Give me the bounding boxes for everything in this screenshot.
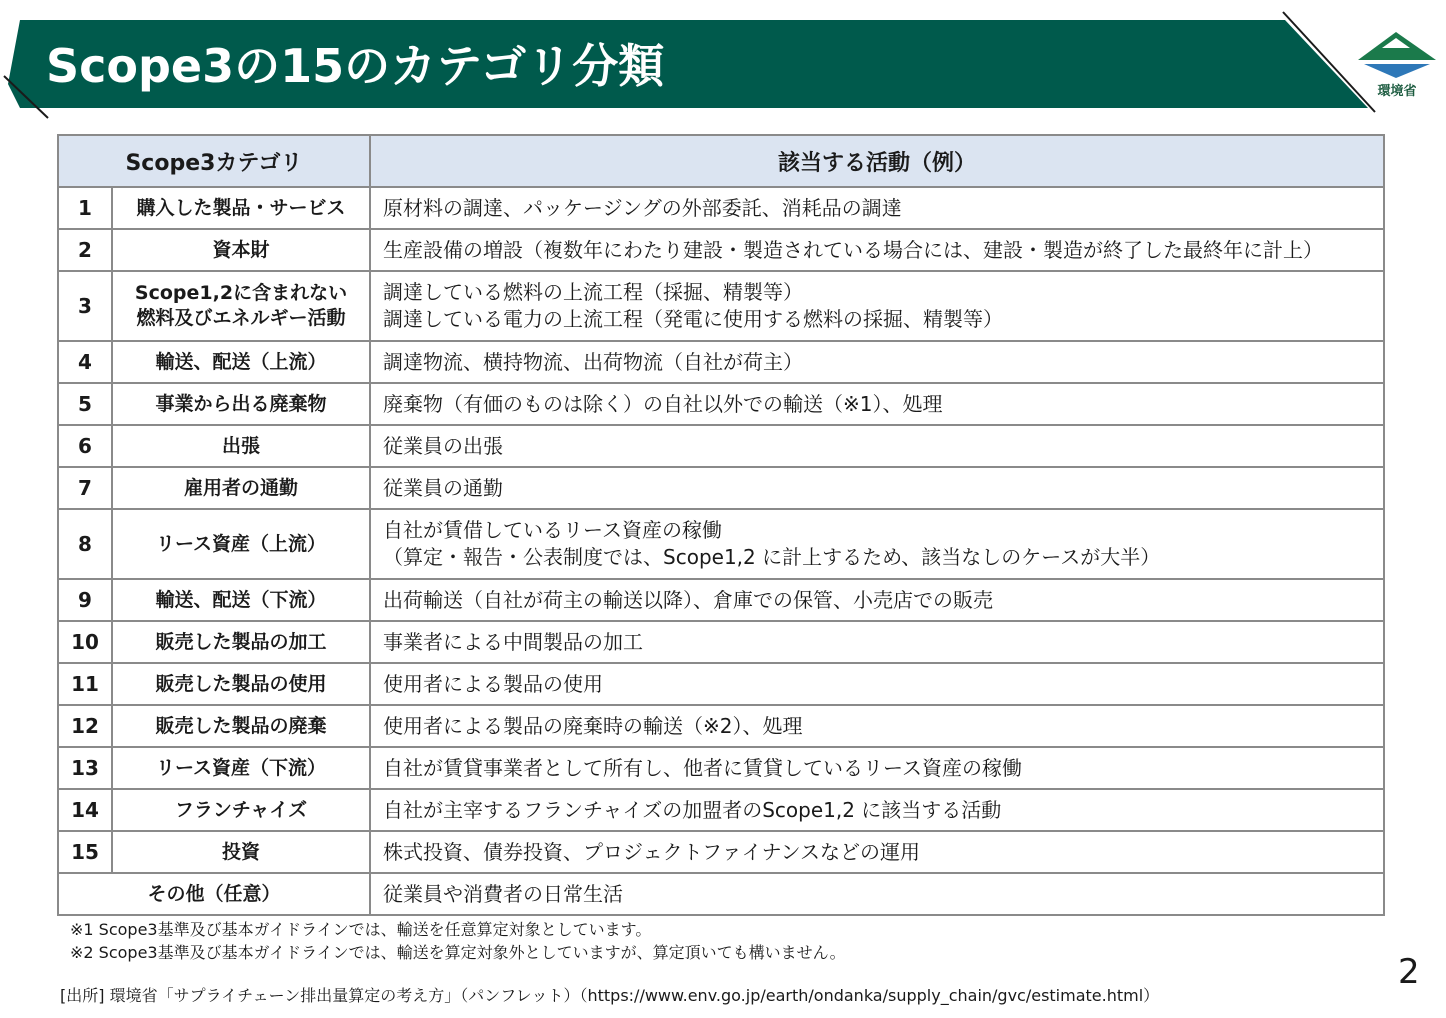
- table-row: [58, 789, 1384, 831]
- activity-example: [370, 187, 1384, 229]
- category-number: 11: [58, 663, 112, 705]
- table-row: [58, 229, 1384, 271]
- table-row: [58, 383, 1384, 425]
- ministry-logo: [1356, 24, 1438, 100]
- category-number: 14: [58, 789, 112, 831]
- activity-example: [370, 425, 1384, 467]
- activity-line: 調達している電力の上流工程（発電に使用する燃料の採掘、精製等）: [383, 307, 1004, 331]
- category-number: 15: [58, 831, 112, 873]
- activity-example: [370, 341, 1384, 383]
- table-row: [58, 747, 1384, 789]
- category-name: [112, 425, 370, 467]
- category-number: 10: [58, 621, 112, 663]
- category-name-line: 出張: [222, 434, 261, 457]
- table-row: [58, 705, 1384, 747]
- activity-line: 従業員の通勤: [383, 475, 504, 500]
- category-name: [112, 341, 370, 383]
- category-name: [112, 579, 370, 621]
- category-number: 12: [58, 705, 112, 747]
- category-number: 6: [58, 425, 112, 467]
- category-number: 1: [58, 187, 112, 229]
- title-banner: [0, 0, 1446, 120]
- mountain-water-logo-icon: [1356, 24, 1438, 80]
- activity-line: 原材料の調達、パッケージングの外部委託、消耗品の調達: [383, 195, 902, 220]
- category-name-line: 輸送、配送（下流）: [155, 588, 327, 611]
- table-header-row: [58, 135, 1384, 187]
- category-number: 13: [58, 747, 112, 789]
- category-name: [112, 663, 370, 705]
- activity-example: [370, 663, 1384, 705]
- category-name: [112, 621, 370, 663]
- activity-line: 自社が主宰するフランチャイズの加盟者のScope1,2 に該当する活動: [383, 797, 1002, 822]
- scope3-category-table: [57, 134, 1385, 916]
- category-name-line: リース資産（上流）: [155, 532, 327, 555]
- activity-line: 廃棄物（有価のものは除く）の自社以外での輸送（※1）、処理: [383, 391, 943, 416]
- category-name-line: 事業から出る廃棄物: [155, 392, 327, 415]
- activity-example: [370, 705, 1384, 747]
- activity-line: 出荷輸送（自社が荷主の輸送以降）、倉庫での保管、小売店での販売: [383, 587, 994, 612]
- activity-line: 使用者による製品の使用: [383, 671, 604, 696]
- logo-label: 環境省: [1377, 84, 1417, 99]
- category-name: [112, 383, 370, 425]
- activity-example: [370, 229, 1384, 271]
- table-body: [58, 187, 1384, 915]
- column-header-activity: 該当する活動（例）: [370, 135, 1384, 187]
- page-number: 2: [1398, 952, 1420, 992]
- category-name: [112, 747, 370, 789]
- category-number: 8: [58, 509, 112, 579]
- table-row: [58, 509, 1384, 579]
- source-citation: [出所] 環境省「サプライチェーン排出量算定の考え方」（パンフレット）（https://www.env.go.jp/earth/ondanka/supply_chain/gvc/estimate.html）: [60, 986, 1160, 1005]
- category-name: [112, 187, 370, 229]
- category-number: 4: [58, 341, 112, 383]
- table-row: [58, 621, 1384, 663]
- table-row: [58, 341, 1384, 383]
- activity-line: 調達している燃料の上流工程（採掘、精製等）: [383, 280, 804, 304]
- table-row: [58, 831, 1384, 873]
- category-name-line: 資本財: [212, 238, 270, 261]
- activity-line: 生産設備の増設（複数年にわたり建設・製造されている場合には、建設・製造が終了した最終年に計上）: [383, 237, 1324, 262]
- activity-example: [370, 831, 1384, 873]
- activity-line: 株式投資、債券投資、プロジェクトファイナンスなどの運用: [383, 839, 921, 864]
- activity-example: [370, 621, 1384, 663]
- category-name-line: リース資産（下流）: [155, 756, 327, 779]
- activity-line: 使用者による製品の廃棄時の輸送（※2）、処理: [383, 713, 803, 738]
- activity-example: [370, 747, 1384, 789]
- page-title: Scope3の15のカテゴリ分類: [46, 39, 665, 93]
- category-number: 5: [58, 383, 112, 425]
- category-number: 3: [58, 271, 112, 341]
- category-name-line: Scope1,2に含まれない: [134, 282, 348, 304]
- category-name-line: 販売した製品の加工: [155, 630, 327, 653]
- category-name: [112, 271, 370, 341]
- activity-line: 自社が賃貸事業者として所有し、他者に賃貸しているリース資産の稼働: [383, 755, 1023, 780]
- category-number: 7: [58, 467, 112, 509]
- category-name-line: 燃料及びエネルギー活動: [136, 307, 346, 329]
- activity-line: 自社が賃借しているリース資産の稼働: [383, 518, 723, 542]
- table-row: [58, 467, 1384, 509]
- table-row-other: [58, 873, 1384, 915]
- category-name-line: 輸送、配送（上流）: [155, 350, 327, 373]
- category-name-line: 雇用者の通勤: [184, 476, 299, 499]
- activity-line: 調達物流、横持物流、出荷物流（自社が荷主）: [383, 349, 804, 374]
- activity-line: （算定・報告・公表制度では、Scope1,2 に計上するため、該当なしのケースが大半）: [383, 545, 1161, 569]
- footnotes: [70, 918, 846, 964]
- category-name-line: フランチャイズ: [174, 798, 308, 821]
- column-header-category: Scope3カテゴリ: [58, 135, 370, 187]
- category-number: 2: [58, 229, 112, 271]
- table-row: [58, 425, 1384, 467]
- footnote-2: ※2 Scope3基準及び基本ガイドラインでは、輸送を算定対象外としていますが、算定頂いても構いません。: [70, 943, 846, 962]
- category-name-line: 販売した製品の使用: [155, 672, 327, 695]
- category-name-other: その他（任意）: [58, 873, 370, 915]
- activity-example: [370, 467, 1384, 509]
- activity-example: [370, 271, 1384, 341]
- category-name: [112, 509, 370, 579]
- activity-line: 事業者による中間製品の加工: [383, 629, 644, 654]
- category-name-line: 販売した製品の廃棄: [155, 714, 327, 737]
- category-name: [112, 467, 370, 509]
- activity-example: [370, 789, 1384, 831]
- category-name: [112, 789, 370, 831]
- table-row: [58, 663, 1384, 705]
- table-row: [58, 579, 1384, 621]
- category-name: [112, 831, 370, 873]
- table-row: [58, 187, 1384, 229]
- activity-example: [370, 509, 1384, 579]
- table-row: [58, 271, 1384, 341]
- activity-example-other: 従業員や消費者の日常生活: [370, 873, 1384, 915]
- category-name-line: 購入した製品・サービス: [136, 196, 346, 219]
- category-name: [112, 705, 370, 747]
- category-number: 9: [58, 579, 112, 621]
- activity-example: [370, 579, 1384, 621]
- category-name-line: 投資: [222, 840, 261, 863]
- category-name: [112, 229, 370, 271]
- footnote-1: ※1 Scope3基準及び基本ガイドラインでは、輸送を任意算定対象としています。: [70, 920, 652, 939]
- activity-example: [370, 383, 1384, 425]
- activity-line: 従業員の出張: [383, 433, 504, 458]
